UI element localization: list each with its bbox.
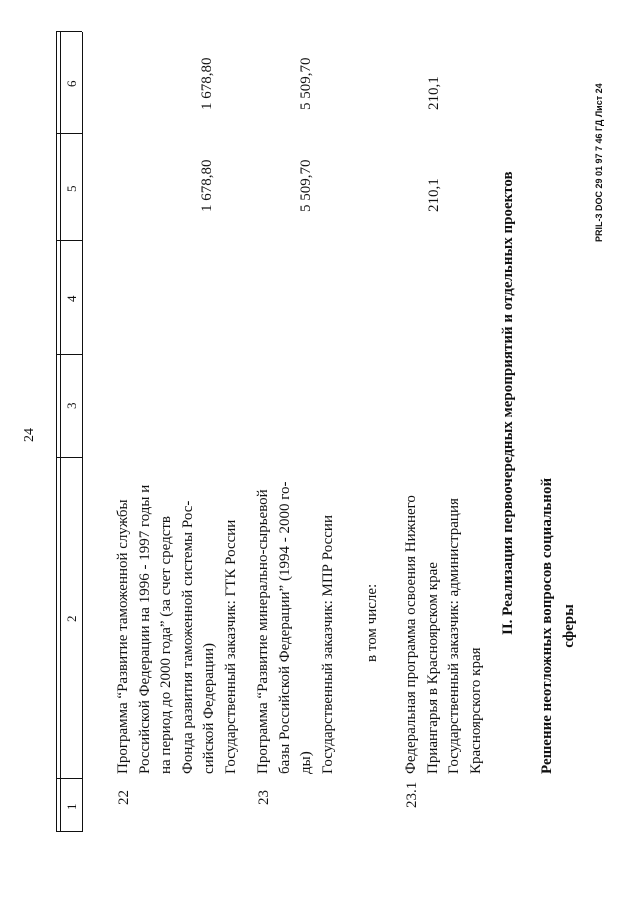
row-23-line-4: Государственный заказчик: МПР России xyxy=(319,515,336,774)
row-23-1-line-1: Федеральная программа освоения Нижнего xyxy=(403,495,419,774)
row-23-line-1: Программа “Развитие минерально-сырьевой xyxy=(255,489,271,774)
row-22-line-5: сийской Федерации) xyxy=(201,642,217,774)
table-header-bottom-rule xyxy=(82,32,83,832)
row-22-line-3: на период до 2000 года” (за счет средств xyxy=(158,515,174,774)
row-22-line-6: Государственный заказчик: ГТК России xyxy=(222,519,239,774)
column-number-1: 1 xyxy=(64,803,79,810)
col-sep-3 xyxy=(56,354,82,355)
row-22-line-4: Фонда развития таможенной системы Рос- xyxy=(179,500,196,774)
row-22-col6-value: 1 678,80 xyxy=(199,57,215,110)
row-23-col5-value: 5 509,70 xyxy=(298,159,314,212)
row-22-col5-value: 1 678,80 xyxy=(199,159,215,212)
col-sep-6 xyxy=(56,31,82,32)
section-title: II. Реализация первоочередных мероприятий и отдельных проектов xyxy=(500,171,516,635)
row-23-1-line-3: Государственный заказчик: администрация xyxy=(446,498,462,774)
col-sep-2 xyxy=(56,457,82,458)
document-footer: PRIL-3 DOC 29 01 97 7 46 ГД Лист 24 xyxy=(594,83,604,242)
column-number-4: 4 xyxy=(64,295,79,302)
column-number-6: 6 xyxy=(64,80,79,87)
column-number-5: 5 xyxy=(64,185,79,192)
page-number: 24 xyxy=(22,428,37,442)
row-23-description xyxy=(253,482,339,774)
row-23-col6-value: 5 509,70 xyxy=(298,57,314,110)
subsection-title xyxy=(537,478,580,774)
column-number-3: 3 xyxy=(64,402,79,409)
row-23-1-col6-value: 210,1 xyxy=(426,76,442,110)
col-sep-0 xyxy=(56,831,82,832)
table-top-rule-2 xyxy=(60,32,61,832)
col-sep-1 xyxy=(56,778,82,779)
row-23-1-number: 23.1 xyxy=(404,781,420,808)
row-23-line-2: базы Российской Федерации” (1994 - 2000 го- xyxy=(276,481,293,774)
row-23-1-line-4: Красноярского края xyxy=(467,647,484,774)
col-sep-5 xyxy=(56,133,82,134)
table-top-rule xyxy=(56,32,57,832)
row-22-line-2: Российской Федерации на 1996 - 1997 годы и xyxy=(136,484,153,774)
subsection-title-line-1: Решение неотложных вопросов социальной xyxy=(539,477,555,774)
row-23-number: 23 xyxy=(256,790,272,805)
row-23-1-description xyxy=(401,495,487,774)
row-23-line-3: ды) xyxy=(298,751,314,774)
row-23-1-line-2: Приангарья в Красноярском крае xyxy=(424,562,441,774)
row-22-description xyxy=(113,485,242,774)
column-number-2: 2 xyxy=(64,615,79,622)
row-22-line-1: Программа “Развитие таможенной службы xyxy=(115,499,131,774)
row-22-number: 22 xyxy=(116,790,132,805)
subheading-in-that-number: в том числе: xyxy=(364,583,380,662)
subsection-title-line-2: сферы xyxy=(560,604,577,648)
col-sep-4 xyxy=(56,240,82,241)
row-23-1-col5-value: 210,1 xyxy=(426,178,442,212)
